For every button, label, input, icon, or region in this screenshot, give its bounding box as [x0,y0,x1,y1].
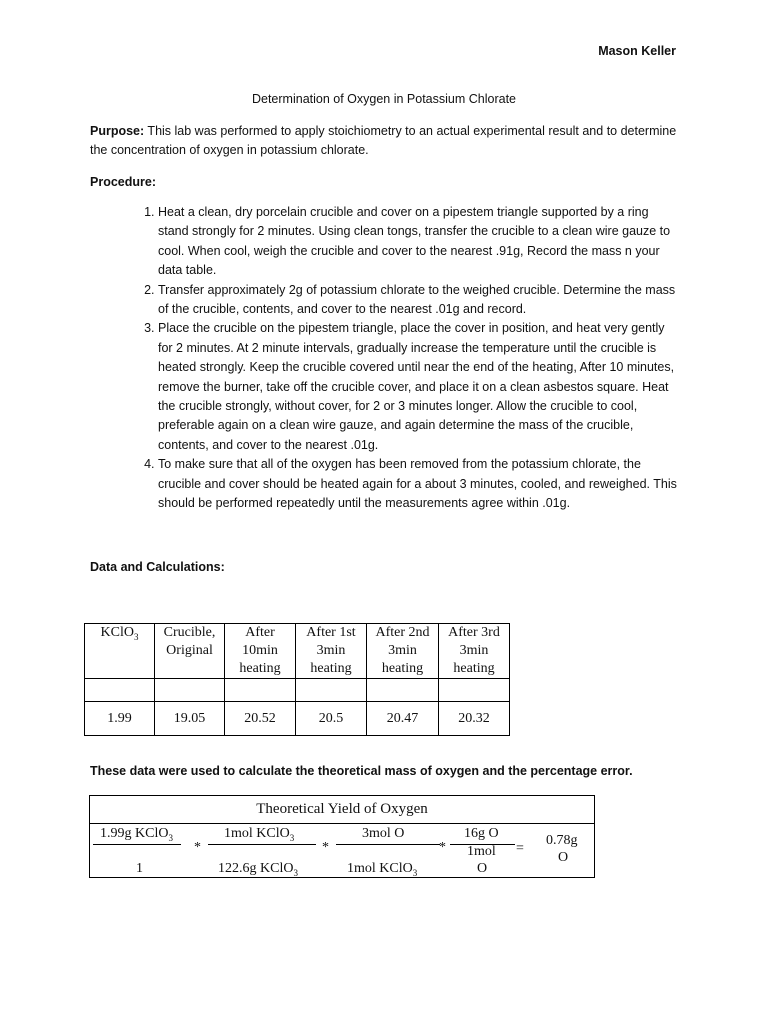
procedure-step: 4. To make sure that all of the oxygen has been removed from the potassium chlorate, the crucible and cover should be heated again for a about 3 minutes, cooled, and reweighed. This should be performed repeatedly until the measurements agree within .01g. [158,455,680,513]
mass-table-cell: 20.32 [439,702,510,736]
data-heading: Data and Calculations: [90,560,225,574]
multiply-sign: * [194,840,201,855]
procedure-steps [90,203,680,514]
factor-3-numerator: 3mol O [362,826,405,841]
mass-table-cell: 20.47 [367,702,439,736]
multiply-sign: * [322,840,329,855]
mass-table [84,623,510,736]
mass-table-empty-row [85,679,510,702]
mass-table-cell: 20.52 [225,702,296,736]
factor-2-denominator: 122.6g KClO$_3$ [218,861,298,878]
factor-2-numerator: 1mol KClO$_3$ [224,826,295,843]
document-title: Determination of Oxygen in Potassium Chlorate [251,92,516,106]
mass-table-header: After 3rd 3min heating [439,624,510,679]
mass-table-cell: 20.5 [296,702,367,736]
yield-table-title: Theoretical Yield of Oxygen [90,796,594,824]
mass-table-header: After 2nd 3min heating [367,624,439,679]
fraction-bar [93,844,181,845]
mass-table-header: After 10min heating [225,624,296,679]
fraction-bar [336,844,440,845]
procedure-step: 1. Heat a clean, dry porcelain crucible and cover on a pipestem triangle supported by a ring stand strongly for 2 minutes. Using clean tongs, transfer the crucible to a clean wire gauze to cool. When cool, weigh the crucible and cover to the nearest .91g, Record the mass n your data table. [158,203,680,281]
factor-1-denominator: 1 [136,861,143,876]
calculation-note: These data were used to calculate the theoretical mass of oxygen and the percentage error. [90,764,633,778]
purpose-text: This lab was performed to apply stoichiometry to an actual experimental result and to determine the concentration of oxygen in potassium chlorate. [90,124,677,157]
factor-4-numerator: 16g O [464,826,499,841]
equals-sign: = [516,841,524,856]
result-unit: O [558,850,569,865]
mass-table-header: Crucible, Original [155,624,225,679]
factor-1-numerator: 1.99g KClO$_3$ [100,826,173,843]
result-value: 0.78g [546,833,578,848]
mass-table-cell: 19.05 [155,702,225,736]
mass-table-row [85,702,510,736]
procedure-step: 3. Place the crucible on the pipestem triangle, place the cover in position, and heat very gently for 2 minutes. At 2 minute intervals, gradually increase the temperature until the crucible is heated strongly. Keep the crucible covered until near the end of the heating, After 10 minutes, remove the burner, take off the crucible cover, and place it on a clean asbestos square. Heat the crucible strongly, without cover, for 2 or 3 minutes longer. Allow the crucible to cool, preferable again on a clean wire gauze, and again determine the mass of the crucible, contents, and cover to the nearest .01g. [158,319,680,455]
factor-3-denominator: 1mol KClO$_3$ [347,861,418,878]
procedure-heading: Procedure: [90,175,156,189]
multiply-sign: * [439,840,446,855]
author-name: Mason Keller [598,44,676,58]
theoretical-yield-table [89,795,595,878]
mass-table-cell: 1.99 [85,702,155,736]
fraction-bar [208,844,316,845]
mass-table-header: KClO$_3$ [85,624,155,679]
mass-table-header: After 1st 3min heating [296,624,367,679]
procedure-step: 2. Transfer approximately 2g of potassium chlorate to the weighed crucible. Determine the mass of the crucible, contents, and cover to the nearest .01g and record. [158,281,680,320]
purpose-label: Purpose: [90,124,145,138]
mass-table-header-row [85,624,510,679]
factor-4-denominator-unit: O [477,861,488,876]
purpose-paragraph [90,122,680,160]
factor-4-denominator: 1mol [467,844,496,859]
